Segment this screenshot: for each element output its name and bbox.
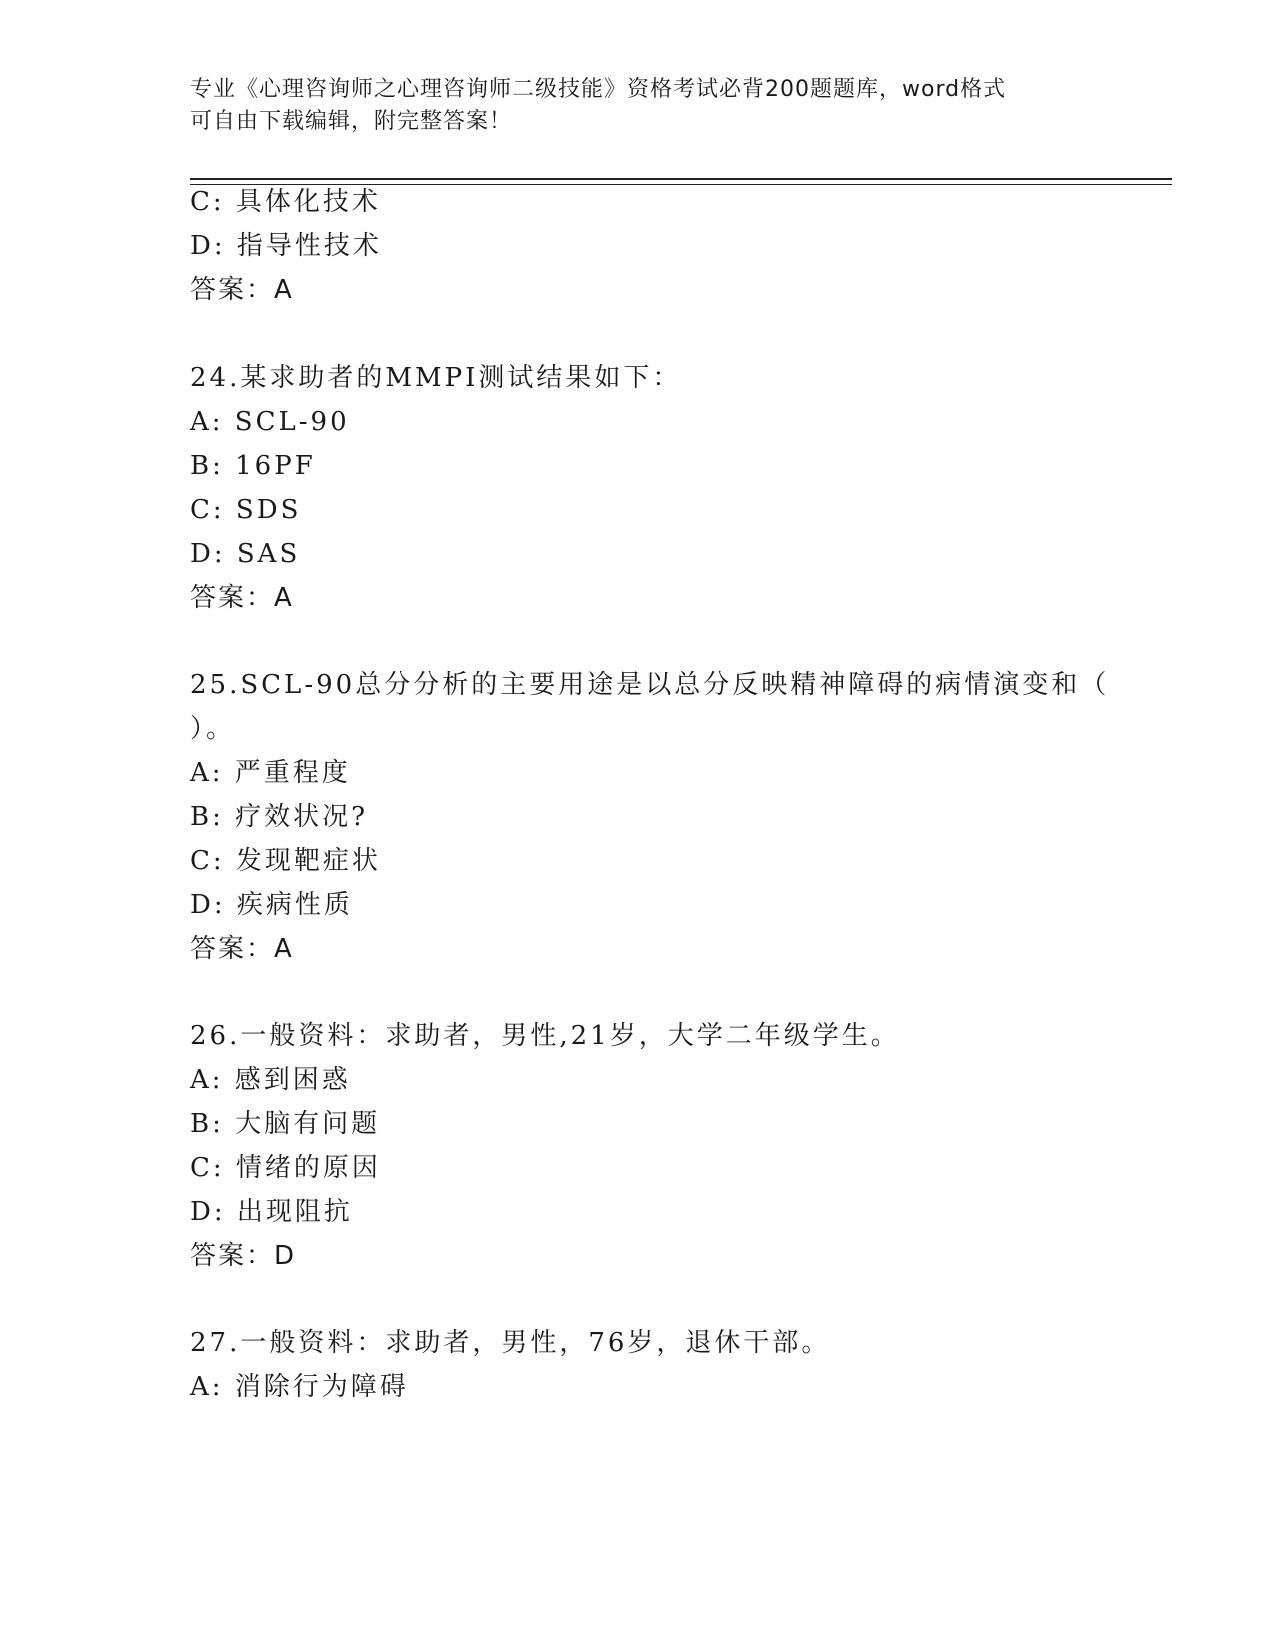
q24-option-d: D: SAS <box>190 539 301 569</box>
q25-stem-line-1: 25.SCL-90总分分析的主要用途是以总分反映精神障碍的病情演变和（ <box>190 670 1110 700</box>
q27-option-a: A: 消除行为障碍 <box>190 1372 409 1402</box>
q25-option-d: D: 疾病性质 <box>190 890 353 920</box>
q26-answer: 答案：D <box>190 1241 297 1271</box>
q24-option-b: B: 16PF <box>190 451 316 481</box>
q26-stem: 26.一般资料：求助者，男性,21岁，大学二年级学生。 <box>190 1021 900 1051</box>
q26-option-b: B: 大脑有问题 <box>190 1109 381 1139</box>
q24-option-c: C: SDS <box>190 495 302 525</box>
q25-option-c: C: 发现靶症状 <box>190 846 381 876</box>
q25-option-b: B: 疗效状况? <box>190 802 369 832</box>
q25-stem-line-2: ）。 <box>190 714 236 744</box>
header-divider-thick <box>190 178 1172 180</box>
q23-option-c: C: 具体化技术 <box>190 187 381 217</box>
q27-stem: 27.一般资料：求助者，男性，76岁，退休干部。 <box>190 1328 831 1358</box>
q26-option-c: C: 情绪的原因 <box>190 1153 381 1183</box>
q23-option-d: D: 指导性技术 <box>190 231 382 261</box>
q24-stem: 24.某求助者的MMPI测试结果如下： <box>190 363 682 393</box>
q23-answer: 答案：A <box>190 275 294 305</box>
header-title-line-1: 专业《心理咨询师之心理咨询师二级技能》资格考试必背200题题库，word格式 <box>190 77 1007 102</box>
q25-option-a: A: 严重程度 <box>190 758 351 788</box>
q26-option-d: D: 出现阻抗 <box>190 1197 353 1227</box>
q26-option-a: A: 感到困惑 <box>190 1065 351 1095</box>
q24-option-a: A: SCL-90 <box>190 407 350 437</box>
document-header <box>190 74 1090 138</box>
q25-answer: 答案：A <box>190 934 294 964</box>
q24-answer: 答案：A <box>190 583 294 613</box>
header-title-line-2: 可自由下载编辑，附完整答案！ <box>190 109 513 134</box>
